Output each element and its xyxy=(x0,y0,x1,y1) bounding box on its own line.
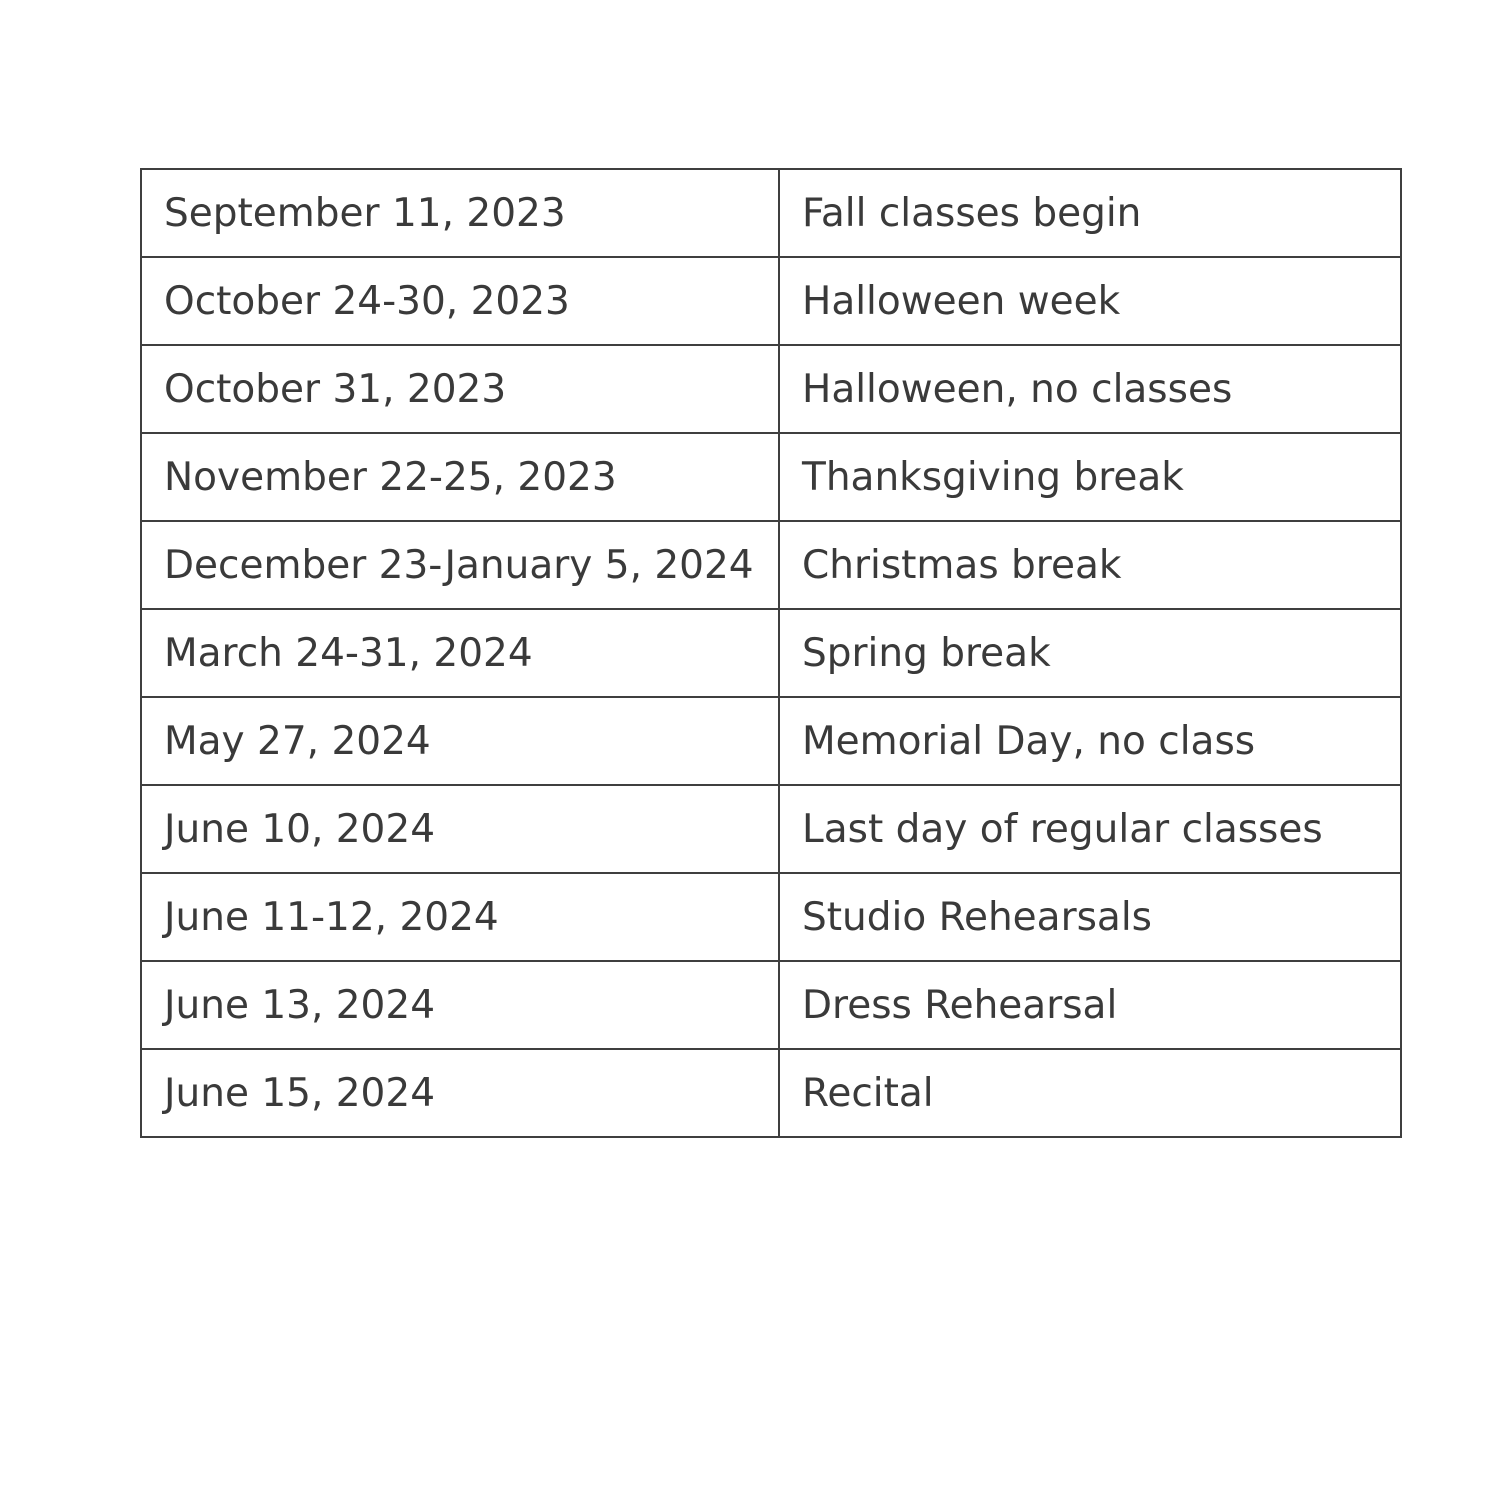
date-cell: October 24-30, 2023 xyxy=(141,257,779,345)
date-cell: June 13, 2024 xyxy=(141,961,779,1049)
table-row xyxy=(141,433,1401,521)
event-cell: Thanksgiving break xyxy=(779,433,1401,521)
table-row xyxy=(141,1049,1401,1137)
table-row xyxy=(141,609,1401,697)
date-cell: June 10, 2024 xyxy=(141,785,779,873)
table-row xyxy=(141,521,1401,609)
table-row xyxy=(141,169,1401,257)
event-cell: Dress Rehearsal xyxy=(779,961,1401,1049)
date-cell: December 23-January 5, 2024 xyxy=(141,521,779,609)
event-cell: Fall classes begin xyxy=(779,169,1401,257)
event-cell: Spring break xyxy=(779,609,1401,697)
table-row xyxy=(141,873,1401,961)
table-row xyxy=(141,785,1401,873)
schedule-table xyxy=(140,168,1402,1138)
event-cell: Recital xyxy=(779,1049,1401,1137)
table-row xyxy=(141,697,1401,785)
event-cell: Memorial Day, no class xyxy=(779,697,1401,785)
table-row xyxy=(141,257,1401,345)
date-cell: October 31, 2023 xyxy=(141,345,779,433)
date-cell: September 11, 2023 xyxy=(141,169,779,257)
date-cell: June 11-12, 2024 xyxy=(141,873,779,961)
date-cell: June 15, 2024 xyxy=(141,1049,779,1137)
date-cell: November 22-25, 2023 xyxy=(141,433,779,521)
event-cell: Studio Rehearsals xyxy=(779,873,1401,961)
date-cell: May 27, 2024 xyxy=(141,697,779,785)
schedule-table-body xyxy=(141,169,1401,1137)
event-cell: Christmas break xyxy=(779,521,1401,609)
event-cell: Last day of regular classes xyxy=(779,785,1401,873)
event-cell: Halloween, no classes xyxy=(779,345,1401,433)
date-cell: March 24-31, 2024 xyxy=(141,609,779,697)
table-row xyxy=(141,345,1401,433)
event-cell: Halloween week xyxy=(779,257,1401,345)
table-row xyxy=(141,961,1401,1049)
